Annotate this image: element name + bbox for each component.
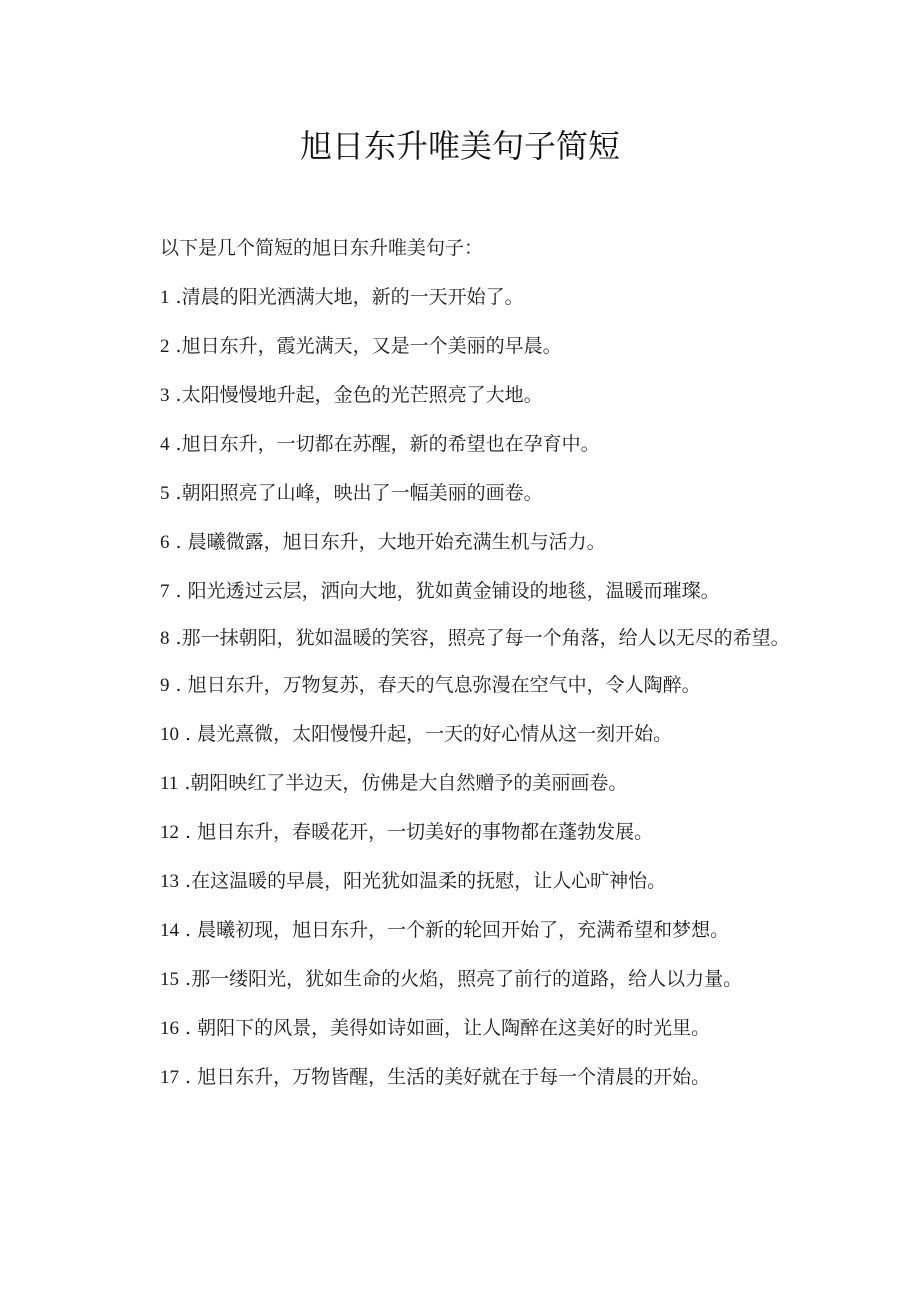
list-item (118, 469, 823, 518)
list-item (118, 955, 823, 1004)
item-text: .太阳慢慢地升起，金色的光芒照亮了大地。 (169, 384, 543, 406)
item-text: . 晨光熹微，太阳慢慢升起，一天的好心情从这一刻开始。 (179, 723, 673, 745)
item-number: 3 (160, 385, 170, 406)
item-text: . 旭日东升，万物皆醒，生活的美好就在于每一个清晨的开始。 (179, 1066, 711, 1088)
list-item (118, 322, 823, 371)
list-item (118, 808, 823, 857)
intro-paragraph: 以下是几个简短的旭日东升唯美句子： (160, 237, 484, 259)
document-body (118, 224, 823, 1102)
item-text: . 晨曦初现，旭日东升，一个新的轮回开始了，充满希望和梦想。 (179, 919, 730, 941)
item-text: .那一抹朝阳，犹如温暖的笑容，照亮了每一个角落，给人以无尽的希望。 (169, 627, 790, 649)
item-number: 15 (160, 969, 179, 990)
item-number: 9 (160, 675, 170, 696)
list-item (118, 710, 823, 759)
list-item (118, 1053, 823, 1102)
item-number: 6 (160, 532, 170, 553)
item-number: 12 (160, 822, 179, 843)
list-item (118, 1004, 823, 1053)
item-number: 4 (160, 434, 170, 455)
item-number: 13 (160, 871, 179, 892)
item-number: 17 (160, 1067, 179, 1088)
list-item (118, 759, 823, 808)
item-number: 2 (160, 336, 170, 357)
item-text: . 旭日东升，万物复苏，春天的气息弥漫在空气中，令人陶醉。 (169, 674, 701, 696)
item-text: .那一缕阳光，犹如生命的火焰，照亮了前行的道路，给人以力量。 (179, 968, 743, 990)
list-item (118, 420, 823, 469)
item-number: 11 (160, 773, 179, 794)
item-text: . 阳光透过云层，洒向大地，犹如黄金铺设的地毯，温暖而璀璨。 (169, 580, 720, 602)
item-text: .旭日东升，霞光满天，又是一个美丽的早晨。 (169, 335, 562, 357)
item-text: .在这温暖的早晨，阳光犹如温柔的抚慰，让人心旷神怡。 (179, 870, 667, 892)
item-text: .旭日东升，一切都在苏醒，新的希望也在孕育中。 (169, 433, 600, 455)
item-number: 8 (160, 628, 170, 649)
item-text: . 晨曦微露，旭日东升，大地开始充满生机与活力。 (169, 531, 606, 553)
item-number: 10 (160, 724, 179, 745)
list-item (118, 661, 823, 710)
page-title: 旭日东升唯美句子简短 (299, 127, 620, 165)
item-text: . 朝阳下的风景，美得如诗如画，让人陶醉在这美好的时光里。 (179, 1017, 711, 1039)
item-text: .朝阳映红了半边天，仿佛是大自然赠予的美丽画卷。 (178, 772, 628, 794)
item-text: . 旭日东升，春暖花开，一切美好的事物都在蓬勃发展。 (179, 821, 654, 843)
list-item (118, 518, 823, 567)
list-item (118, 857, 823, 906)
list-item (118, 273, 823, 322)
item-number: 16 (160, 1018, 179, 1039)
item-number: 14 (160, 920, 179, 941)
item-text: .清晨的阳光洒满大地，新的一天开始了。 (169, 286, 524, 308)
item-number: 1 (160, 287, 170, 308)
list-item (118, 906, 823, 955)
item-text: .朝阳照亮了山峰，映出了一幅美丽的画卷。 (169, 482, 543, 504)
list-item (118, 567, 823, 616)
list-item (118, 371, 823, 420)
item-number: 7 (160, 581, 170, 602)
list-item (118, 616, 823, 661)
item-number: 5 (160, 483, 170, 504)
